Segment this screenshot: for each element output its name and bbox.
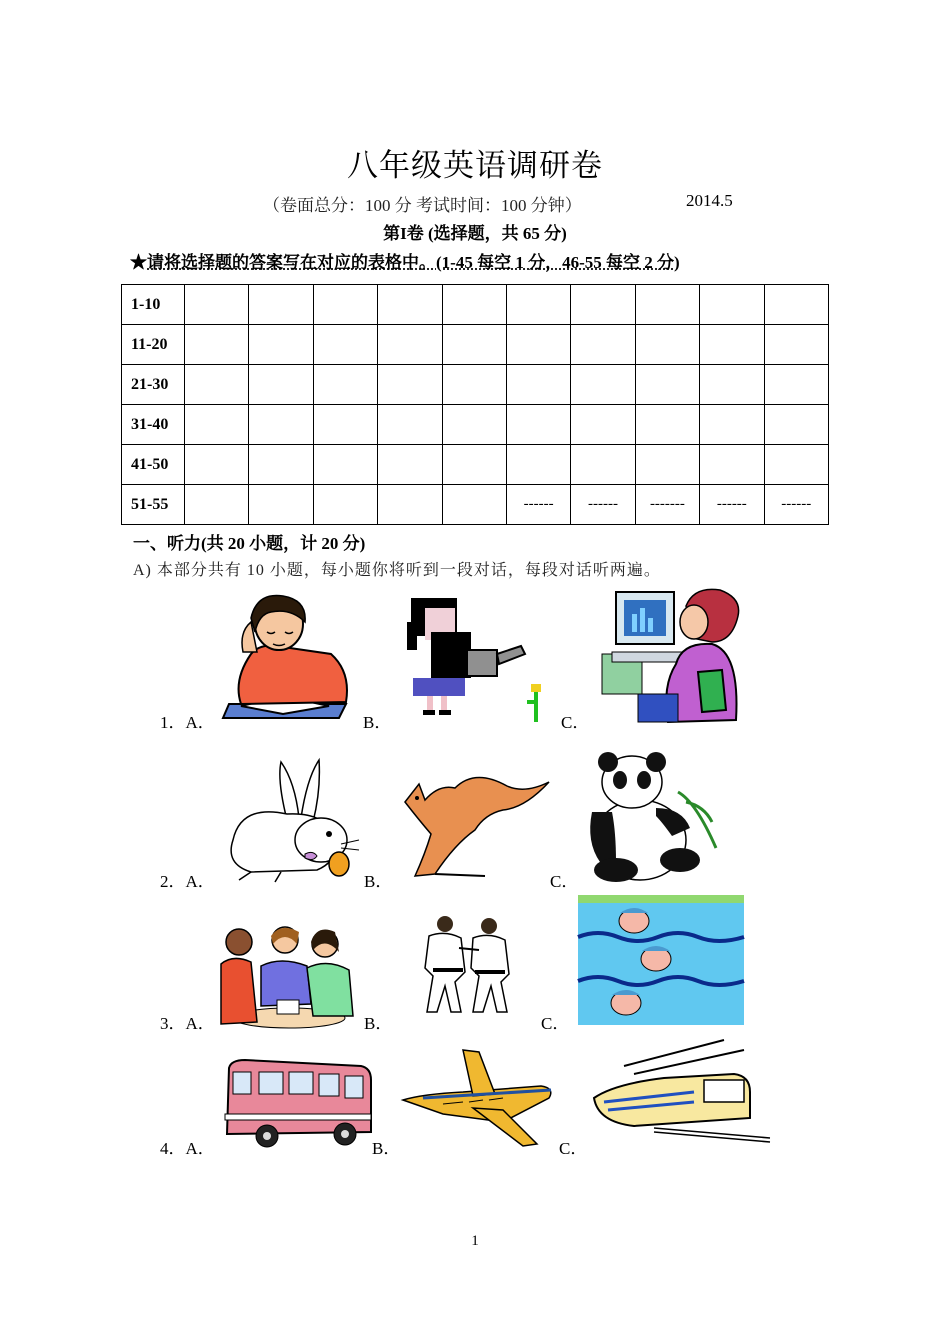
- answer-cell[interactable]: [506, 365, 570, 405]
- answer-row: [122, 325, 829, 365]
- airplane-image: [403, 1050, 555, 1148]
- answer-cell[interactable]: [764, 445, 828, 485]
- train-image: [594, 1036, 774, 1140]
- rabbit-image: [221, 760, 361, 885]
- bus-image: [221, 1058, 373, 1150]
- answer-cell[interactable]: [313, 485, 377, 525]
- people-talking-image: [221, 922, 357, 1026]
- page-title: 八年级英语调研卷: [347, 148, 603, 183]
- star-icon: ★: [130, 253, 147, 272]
- answer-row: [122, 405, 829, 445]
- answer-cell-unused: ------: [571, 485, 635, 525]
- answer-cell[interactable]: [764, 405, 828, 445]
- answer-cell[interactable]: [249, 445, 313, 485]
- question-1-option-c: C．: [561, 713, 590, 732]
- answer-cell[interactable]: [506, 325, 570, 365]
- answer-cell[interactable]: [249, 365, 313, 405]
- answer-cell[interactable]: [313, 285, 377, 325]
- answer-cell[interactable]: [313, 445, 377, 485]
- answer-cell[interactable]: [700, 365, 764, 405]
- answer-cell[interactable]: [442, 485, 506, 525]
- answer-cell[interactable]: [378, 485, 442, 525]
- answer-cell[interactable]: [378, 405, 442, 445]
- answer-row-label: 31-40: [122, 405, 185, 445]
- answer-cell[interactable]: [313, 325, 377, 365]
- answer-cell[interactable]: [378, 365, 442, 405]
- answer-cell[interactable]: [185, 405, 249, 445]
- question-1-label: 1．A．: [160, 713, 215, 732]
- page-number: 1: [471, 1233, 479, 1249]
- answer-cell[interactable]: [442, 405, 506, 445]
- judo-image: [405, 912, 525, 1024]
- answer-cell[interactable]: [506, 285, 570, 325]
- answer-cell[interactable]: [313, 365, 377, 405]
- answer-table: [121, 284, 829, 525]
- answer-cell[interactable]: [635, 325, 699, 365]
- woman-at-computer-image: [602, 586, 748, 724]
- question-3-option-c: C．: [541, 1014, 570, 1033]
- section-title: 第I卷 (选择题，共 65 分): [383, 224, 567, 243]
- question-4-option-b: B．: [372, 1139, 401, 1158]
- answer-cell[interactable]: [700, 285, 764, 325]
- answer-cell-unused: ------: [506, 485, 570, 525]
- answer-row-label: 1-10: [122, 285, 185, 325]
- answer-cell[interactable]: [249, 405, 313, 445]
- answer-cell[interactable]: [635, 405, 699, 445]
- girl-watering-flower-image: [401, 588, 551, 723]
- answer-cell[interactable]: [571, 325, 635, 365]
- answer-cell[interactable]: [442, 285, 506, 325]
- answer-cell[interactable]: [185, 445, 249, 485]
- answer-cell[interactable]: [764, 325, 828, 365]
- answer-cell[interactable]: [185, 285, 249, 325]
- exam-date: 2014.5: [686, 191, 733, 210]
- answer-row-label: 41-50: [122, 445, 185, 485]
- answer-cell[interactable]: [185, 325, 249, 365]
- answer-row: [122, 365, 829, 405]
- answer-cell[interactable]: [378, 325, 442, 365]
- question-2-label: 2．A．: [160, 872, 215, 891]
- answer-cell-unused: ------: [700, 485, 764, 525]
- answer-cell[interactable]: [571, 445, 635, 485]
- answer-cell[interactable]: [378, 285, 442, 325]
- answer-row-label: 11-20: [122, 325, 185, 365]
- listening-part-a-instruction: A) 本部分共有 10 小题，每小题你将听到一段对话，每段对话听两遍。: [133, 562, 661, 579]
- exam-info: （卷面总分：100 分 考试时间：100 分钟）: [263, 196, 582, 215]
- question-3-label: 3．A．: [160, 1014, 215, 1033]
- answer-cell[interactable]: [635, 365, 699, 405]
- answer-cell[interactable]: [571, 365, 635, 405]
- answer-cell[interactable]: [249, 325, 313, 365]
- panda-image: [586, 752, 722, 884]
- question-1-option-b: B．: [363, 713, 392, 732]
- question-4-label: 4．A．: [160, 1139, 215, 1158]
- answer-row-label: 51-55: [122, 485, 185, 525]
- answer-cell[interactable]: [506, 445, 570, 485]
- answer-row: [122, 485, 829, 525]
- instruction-text: 请将选择题的答案写在对应的表格中。(1-45 每空 1 分，46-55 每空 2 分): [147, 253, 680, 272]
- answer-cell[interactable]: [442, 365, 506, 405]
- answer-cell[interactable]: [378, 445, 442, 485]
- boy-reading-image: [221, 592, 353, 722]
- answer-cell[interactable]: [185, 365, 249, 405]
- answer-cell[interactable]: [635, 445, 699, 485]
- answer-cell-unused: ------: [764, 485, 828, 525]
- answer-cell[interactable]: [442, 325, 506, 365]
- answer-cell-unused: -------: [635, 485, 699, 525]
- answer-cell[interactable]: [571, 405, 635, 445]
- answer-cell[interactable]: [700, 405, 764, 445]
- answer-cell[interactable]: [313, 405, 377, 445]
- swimming-image: [578, 895, 744, 1025]
- answer-cell[interactable]: [249, 485, 313, 525]
- listening-heading: 一、听力(共 20 小题，计 20 分): [133, 534, 366, 553]
- answer-cell[interactable]: [635, 285, 699, 325]
- answer-cell[interactable]: [506, 405, 570, 445]
- answer-cell[interactable]: [571, 285, 635, 325]
- answer-cell[interactable]: [764, 365, 828, 405]
- answer-instruction: [130, 248, 680, 273]
- answer-cell[interactable]: [764, 285, 828, 325]
- question-4-option-c: C．: [559, 1139, 588, 1158]
- answer-cell[interactable]: [442, 445, 506, 485]
- answer-cell[interactable]: [249, 285, 313, 325]
- answer-cell[interactable]: [700, 325, 764, 365]
- question-2-option-b: B．: [364, 872, 393, 891]
- question-2-option-c: C．: [550, 872, 579, 891]
- answer-cell[interactable]: [185, 485, 249, 525]
- kangaroo-image: [395, 764, 551, 882]
- answer-row-label: 21-30: [122, 365, 185, 405]
- question-3-option-b: B．: [364, 1014, 393, 1033]
- answer-row: [122, 285, 829, 325]
- answer-row: [122, 445, 829, 485]
- answer-cell[interactable]: [700, 445, 764, 485]
